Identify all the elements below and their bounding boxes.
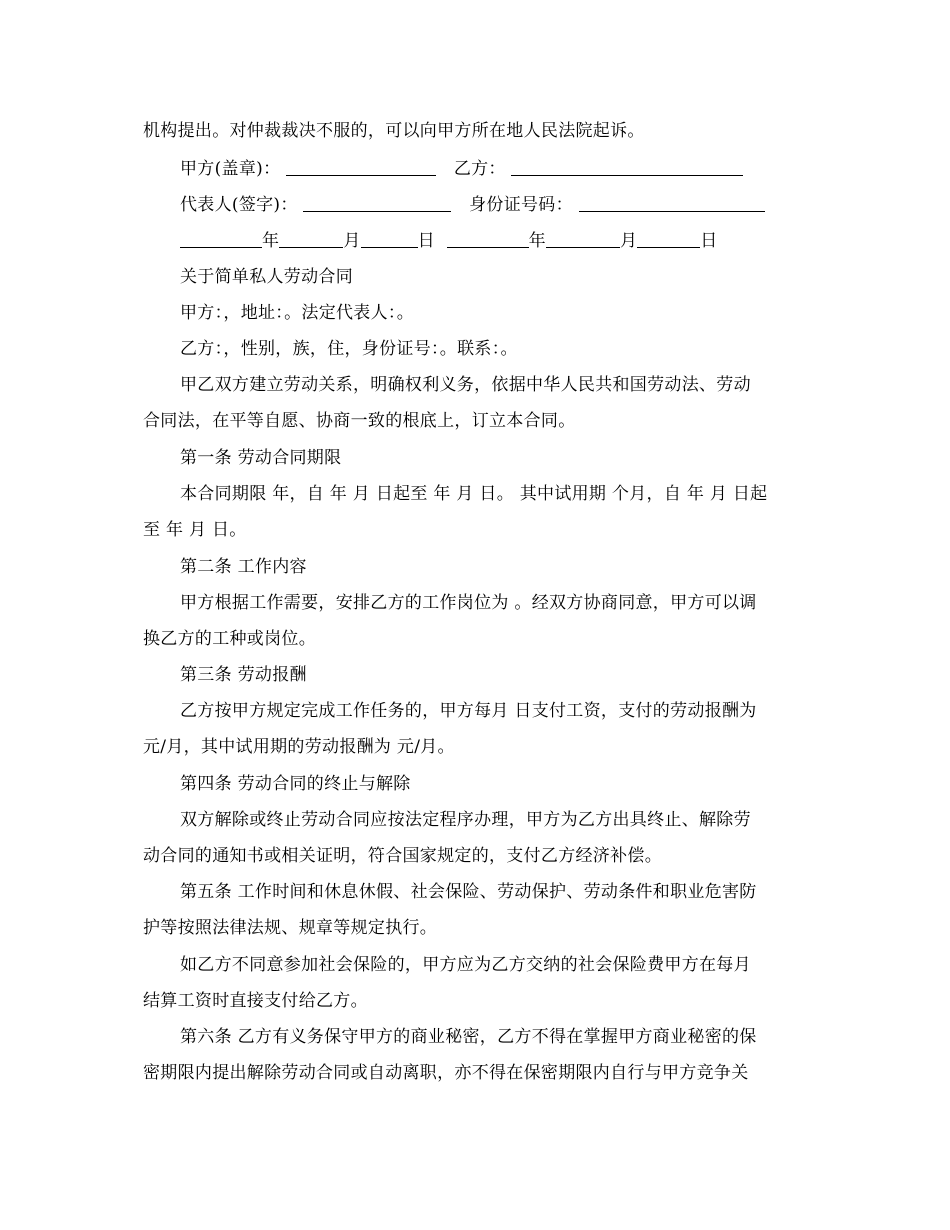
text-line: 双方解除或终止劳动合同应按法定程序办理，甲方为乙方出具终止、解除劳 (180, 810, 751, 830)
text-line: 合同法，在平等自愿、协商一致的根底上，订立本合同。 (143, 411, 576, 431)
date-year-label: 年 (262, 231, 280, 251)
text-line: 乙方按甲方规定完成工作任务的，甲方每月 日支付工资，支付的劳动报酬为 (180, 701, 757, 721)
document-title: 关于简单私人劳动合同 (180, 267, 353, 287)
day-blank (361, 231, 418, 248)
text-line: 甲方根据工作需要，安排乙方的工作岗位为 。经双方协商同意，甲方可以调 (180, 593, 757, 613)
date-month-label: 月 (343, 231, 361, 251)
article-heading: 第三条 劳动报酬 (180, 665, 307, 685)
representative-blank (303, 195, 451, 212)
text-line: 至 年 月 日。 (143, 520, 247, 540)
text-line: 换乙方的工种或岗位。 (143, 629, 316, 649)
party-b-label: 乙方： (453, 159, 506, 179)
text-line: 元/月，其中试用期的劳动报酬为 元/月。 (143, 737, 455, 757)
date-row (180, 231, 718, 251)
article-heading: 第四条 劳动合同的终止与解除 (180, 774, 411, 794)
article-heading: 第五条 工作时间和休息休假、社会保险、劳动保护、劳动条件和职业危害防 (180, 882, 757, 902)
party-a-info: 甲方：，地址：。法定代表人：。 (180, 303, 414, 323)
text-line: 护等按照法律法规、规章等规定执行。 (143, 918, 438, 938)
representative-label: 代表人(签字)： (180, 195, 298, 215)
text-line: 机构提出。对仲裁裁决不服的，可以向甲方所在地人民法院起诉。 (143, 121, 645, 141)
text-line: 结算工资时直接支付给乙方。 (143, 991, 368, 1011)
text-line: 如乙方不同意参加社会保险的，甲方应为乙方交纳的社会保险费甲方在每月 (180, 955, 751, 975)
year-blank (447, 231, 529, 248)
date-day-label: 日 (417, 231, 435, 251)
text-line: 密期限内提出解除劳动合同或自动离职，亦不得在保密期限内自行与甲方竞争关 (143, 1063, 749, 1083)
day-blank (637, 231, 700, 248)
id-number-blank (579, 195, 765, 212)
signature-row-2 (180, 195, 765, 215)
party-b-info: 乙方：，性别，族，住，身份证号：。联系：。 (180, 339, 518, 359)
party-a-seal-label: 甲方(盖章)： (180, 159, 281, 179)
article-heading: 第六条 乙方有义务保守甲方的商业秘密，乙方不得在掌握甲方商业秘密的保 (180, 1027, 757, 1047)
month-blank (279, 231, 343, 248)
text-line: 本合同期限 年，自 年 月 日起至 年 月 日。 其中试用期 个月，自 年 月 日起 (180, 484, 768, 504)
id-number-label: 身份证号码： (469, 195, 573, 215)
date-month-label: 月 (619, 231, 638, 251)
date-day-label: 日 (700, 231, 718, 251)
text-line: 甲乙双方建立劳动关系，明确权利义务，依据中华人民共和国劳动法、劳动 (180, 375, 751, 395)
month-blank (546, 231, 620, 248)
date-year-label: 年 (528, 231, 546, 251)
article-heading: 第一条 劳动合同期限 (180, 448, 342, 468)
party-a-seal-blank (286, 159, 436, 176)
article-heading: 第二条 工作内容 (180, 557, 307, 577)
year-blank (180, 231, 262, 248)
text-line: 动合同的通知书或相关证明，符合国家规定的，支付乙方经济补偿。 (143, 846, 662, 866)
signature-row-1 (180, 159, 743, 179)
party-b-blank (511, 159, 743, 176)
